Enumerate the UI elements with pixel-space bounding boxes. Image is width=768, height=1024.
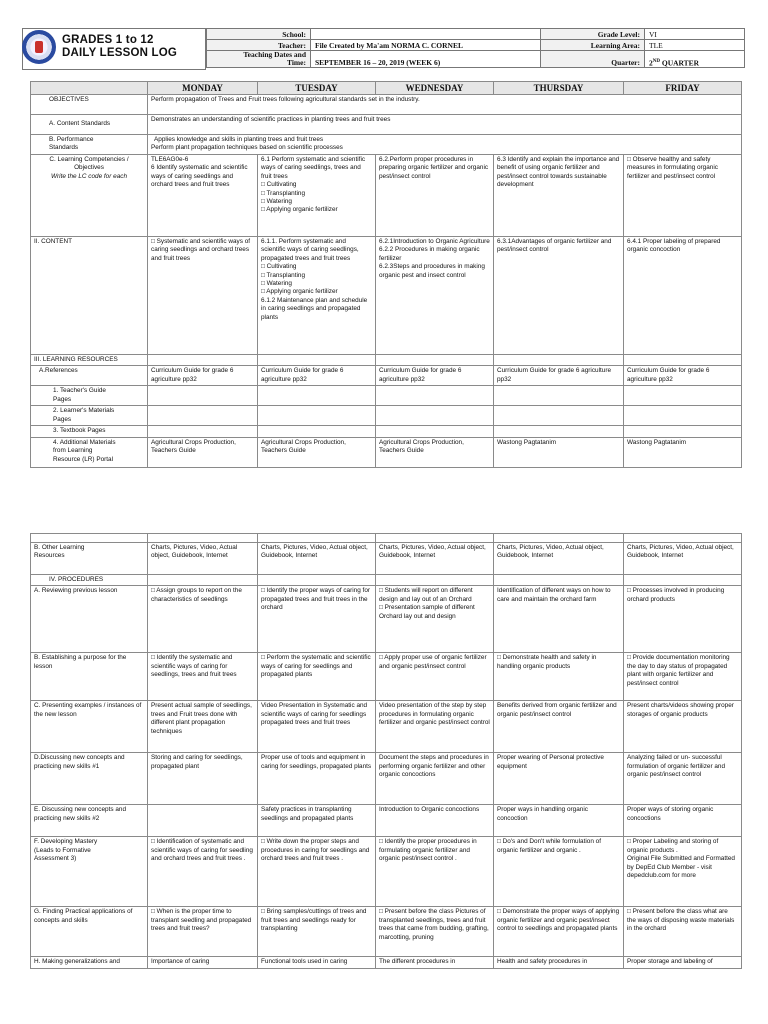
school-value [311,29,541,40]
procedure-g-monday: □ When is the proper time to transplant seedling and propagated trees and fruit trees? [148,907,258,957]
lesson-log-table-page1 [30,81,742,468]
performance-standards-text [148,135,742,155]
procedure-c-friday: Present charts/videos showing proper storages of organic products [624,701,742,753]
day-header-monday: MONDAY [148,82,258,95]
procedure-b-label: B. Establishing a purpose for the lesson [31,653,148,701]
procedures-blank-4 [494,575,624,586]
competency-friday: □ Observe healthy and safety measures in formulating organic fertilizer and pest/insect control [624,155,742,237]
references-wednesday: Curriculum Guide for grade 6 agriculture pp32 [376,366,494,386]
competency-thursday: 6.3 Identify and explain the importance and benefit of using organic fertilizer and pest/insect control towards sustainable development [494,155,624,237]
lm-thursday [494,406,624,426]
content-label: II. CONTENT [31,237,148,355]
learning-resources-label: III. LEARNING RESOURCES [31,355,148,366]
competency-wednesday: 6.2.Perform proper procedures in preparing organic fertilizer and organic pest/insect control [376,155,494,237]
procedure-b-monday: □ Identify the systematic and scientific ways of caring for seedlings, trees and fruit trees [148,653,258,701]
title-line-1: GRADES 1 to 12 [62,34,154,46]
teaching-dates-label-line1: Teaching Dates and [243,50,306,59]
resources-blank-3 [376,355,494,366]
grade-level-label: Grade Level: [541,29,645,40]
procedure-d-friday: Analyzing failed or un- successful formulation of organic fertilizer and organic pest/insect control [624,753,742,805]
content-friday: 6.4.1 Proper labeling of prepared organic concoction [624,237,742,355]
day-header-wednesday: WEDNESDAY [376,82,494,95]
procedures-blank-1 [148,575,258,586]
other-resources-wednesday: Charts, Pictures, Video, Actual object, Guidebook, Internet [376,543,494,575]
quarter-word: QUARTER [661,58,700,67]
grade-level-value: VI [645,29,745,40]
procedure-g-thursday: □ Demonstrate the proper ways of applying organic fertilizer and organic pest/insect control to seedlings and propagated plants [494,907,624,957]
procedure-g-label: G. Finding Practical applications of concepts and skills [31,907,148,957]
document-title [62,34,177,60]
procedure-a-tuesday: □ Identify the proper ways of caring for propagated trees and fruit trees in the orchard [258,586,376,653]
tb-wednesday [376,426,494,437]
procedure-g-tuesday: □ Bring samples/cuttings of trees and fruit trees and seedlings ready for transplanting [258,907,376,957]
procedure-h-wednesday: The different procedures in [376,957,494,968]
tb-tuesday [258,426,376,437]
teacher-label: Teacher: [207,40,311,51]
procedure-e-label: E. Discussing new concepts and practicing new skills #2 [31,805,148,837]
procedures-label: IV. PROCEDURES [31,575,148,586]
procedure-f-label: F. Developing Mastery (Leads to Formative Assessment 3) [31,837,148,907]
additional-tuesday: Agricultural Crops Production, Teachers Guide [258,437,376,467]
procedure-g-wednesday: □ Present before the class Pictures of transplanted seedlings, trees and fruit trees that came from budding, grafting, marcotting, pruning [376,907,494,957]
tg-thursday [494,386,624,406]
procedures-blank-3 [376,575,494,586]
resources-blank-1 [148,355,258,366]
content-thursday: 6.3.1Advantages of organic fertilizer and pest/insect control [494,237,624,355]
other-resources-thursday: Charts, Pictures, Video, Actual object, Guidebook, Internet [494,543,624,575]
performance-standard-2: Perform plant propagation techniques based on scientific processes [151,144,343,152]
content-monday: □ Systematic and scientific ways of caring seedlings and orchard trees and fruit trees [148,237,258,355]
other-resources-tuesday: Charts, Pictures, Video, Actual object, Guidebook, Internet [258,543,376,575]
procedure-d-tuesday: Proper use of tools and equipment in caring for seedlings, propagated plants [258,753,376,805]
learning-competencies-title: C. Learning Competencies / Objectives [49,156,129,172]
tg-monday [148,386,258,406]
procedure-g-friday: □ Present before the class what are the ways of disposing waste materials in the orchard [624,907,742,957]
quarter-suffix: ND [652,58,660,64]
learners-materials-label: 2. Learner's Materials Pages [31,406,148,426]
p2-top-blank-1 [148,534,258,543]
quarter-number: 2 [649,58,653,67]
procedure-f-friday: □ Proper Labeling and storing of organic products . Original File Submitted and Formatted by DepEd Club Member - visit depedclub.com for more [624,837,742,907]
procedure-a-label: A. Reviewing previous lesson [31,586,148,653]
procedure-h-label: H. Making generalizations and [31,957,148,968]
p2-top-blank-3 [376,534,494,543]
procedure-c-tuesday: Video Presentation in Systematic and scientific ways of caring for seedlings propagated trees and fruit trees [258,701,376,753]
tg-wednesday [376,386,494,406]
p2-top-blank-0 [31,534,148,543]
learning-competencies-subtitle: Write the LC code for each [50,172,127,180]
teaching-dates-label-line2: Time: [286,58,306,67]
procedure-e-wednesday: Introduction to Organic concoctions [376,805,494,837]
lm-tuesday [258,406,376,426]
p2-top-blank-5 [624,534,742,543]
procedure-f-monday: □ Identification of systematic and scientific ways of caring for seedling and orchard trees and fruit trees . [148,837,258,907]
other-resources-monday: Charts, Pictures, Video, Actual object, Guidebook, Internet [148,543,258,575]
competency-monday: TLE6AG0e-6 6 Identify systematic and scientific ways of caring seedlings and orchard trees and fruit trees [148,155,258,237]
references-label: A.References [31,366,148,386]
additional-friday: Wastong Pagtatanim [624,437,742,467]
textbook-pages-label: 3. Textbook Pages [31,426,148,437]
procedure-h-tuesday: Functional tools used in caring [258,957,376,968]
procedure-f-wednesday: □ Identify the proper procedures in formulating organic fertilizer and organic pest/insect control . [376,837,494,907]
procedure-d-label: D.Discussing new concepts and practicing new skills #1 [31,753,148,805]
teachers-guide-label: 1. Teacher's Guide Pages [31,386,148,406]
performance-standard-1: Applies knowledge and skills in planting trees and fruit trees [154,136,324,143]
procedure-c-monday: Present actual sample of seedlings, trees and Fruit trees done with different plant propagation techniques [148,701,258,753]
procedure-a-thursday: Identification of different ways on how to care and maintain the orchard farm [494,586,624,653]
resources-blank-4 [494,355,624,366]
corner-header-cell [31,82,148,95]
procedures-blank-5 [624,575,742,586]
procedure-d-thursday: Proper wearing of Personal protective equipment [494,753,624,805]
lesson-log-table-page2 [30,533,742,969]
procedure-e-thursday: Proper ways in handling organic concoction [494,805,624,837]
procedure-b-friday: □ Provide documentation monitoring the day to day status of propagated plant with organic fertilizer and pest/insect control [624,653,742,701]
procedure-b-tuesday: □ Perform the systematic and scientific ways of caring for seedlings and propagated plants [258,653,376,701]
day-header-thursday: THURSDAY [494,82,624,95]
content-wednesday: 6.2.1Introduction to Organic Agriculture 6.2.2 Procedures in making organic fertilizer 6.2.3Steps and procedures in making organic pest and insect control [376,237,494,355]
deped-seal-logo [22,30,56,64]
objectives-label: OBJECTIVES [31,95,148,115]
procedure-c-wednesday: Video presentation of the step by step procedures in formulating organic fertilizer and organic pest/insect control [376,701,494,753]
lm-friday [624,406,742,426]
additional-thursday: Wastong Pagtatanim [494,437,624,467]
procedure-d-wednesday: Document the steps and procedures in performing organic fertilizer and other organic concoctions [376,753,494,805]
p2-top-blank-2 [258,534,376,543]
procedure-f-tuesday: □ Write down the proper steps and procedures in caring for seedlings and orchard trees and fruit trees . [258,837,376,907]
p2-top-blank-4 [494,534,624,543]
performance-standards-label: B. Performance Standards [31,135,148,155]
procedure-c-label: C. Presenting examples / instances of the new lesson [31,701,148,753]
tg-friday [624,386,742,406]
lm-monday [148,406,258,426]
procedure-a-monday: □ Assign groups to report on the characteristics of seedlings [148,586,258,653]
procedure-e-tuesday: Safety practices in transplanting seedlings and propagated plants [258,805,376,837]
tg-tuesday [258,386,376,406]
procedure-e-friday: Proper ways of storing organic concoctions [624,805,742,837]
procedure-h-friday: Proper storage and labeling of [624,957,742,968]
header-info-table [206,28,745,68]
tb-monday [148,426,258,437]
other-resources-label: B. Other Learning Resources [31,543,148,575]
other-resources-friday: Charts, Pictures, Video, Actual object, Guidebook, Internet [624,543,742,575]
resources-blank-2 [258,355,376,366]
procedure-b-wednesday: □ Apply proper use of organic fertilizer and organic pest/insect control [376,653,494,701]
teacher-value: File Created by Ma'am NORMA C. CORNEL [311,40,541,51]
teaching-dates-value: SEPTEMBER 16 – 20, 2019 (WEEK 6) [311,51,541,68]
content-standards-label: A. Content Standards [31,115,148,135]
additional-monday: Agricultural Crops Production, Teachers Guide [148,437,258,467]
learning-competencies-label [31,155,148,237]
procedure-a-friday: □ Processes involved in producing orchard products [624,586,742,653]
resources-blank-5 [624,355,742,366]
day-header-tuesday: TUESDAY [258,82,376,95]
title-line-2: DAILY LESSON LOG [62,47,178,59]
quarter-value [645,51,745,68]
procedure-c-thursday: Benefits derived from organic fertilizer and organic pest/insect control [494,701,624,753]
teaching-dates-label [207,51,311,68]
learning-area-value: TLE [645,40,745,51]
procedure-f-thursday: □ Do's and Don't while formulation of organic fertilizer and organic . [494,837,624,907]
procedure-h-thursday: Health and safety procedures in [494,957,624,968]
objectives-text: Perform propagation of Trees and Fruit trees following agricultural standards set in the industry. [148,95,742,115]
content-standards-text: Demonstrates an understanding of scientific practices in planting trees and fruit trees [148,115,742,135]
content-tuesday: 6.1.1. Perform systematic and scientific ways of caring seedlings, propagated trees and fruit trees □ Cultivating □ Transplanting □ Watering □ Applying organic fertilizer 6.1.2 Maintenance plan and schedule in caring seedlings and propagated plants [258,237,376,355]
competency-tuesday: 6.1 Perform systematic and scientific ways of caring seedlings, trees and fruit trees □ Cultivating □ Transplanting □ Watering □ Applying organic fertilizer [258,155,376,237]
procedures-blank-2 [258,575,376,586]
procedure-b-thursday: □ Demonstrate health and safety in handling organic products [494,653,624,701]
lm-wednesday [376,406,494,426]
additional-materials-label: 4. Additional Materials from Learning Resource (LR) Portal [31,437,148,467]
procedure-d-monday: Storing and caring for seedlings, propagated plant [148,753,258,805]
quarter-label: Quarter: [541,51,645,68]
procedure-a-wednesday: □ Students will report on different design and lay out of an Orchard □ Presentation sample of different Orchard lay out and design [376,586,494,653]
day-header-friday: FRIDAY [624,82,742,95]
references-tuesday: Curriculum Guide for grade 6 agriculture pp32 [258,366,376,386]
references-friday: Curriculum Guide for grade 6 agriculture pp32 [624,366,742,386]
school-label: School: [207,29,311,40]
tb-friday [624,426,742,437]
procedure-e-monday [148,805,258,837]
tb-thursday [494,426,624,437]
references-monday: Curriculum Guide for grade 6 agriculture pp32 [148,366,258,386]
learning-area-label: Learning Area: [541,40,645,51]
additional-wednesday: Agricultural Crops Production, Teachers Guide [376,437,494,467]
procedure-h-monday: Importance of caring [148,957,258,968]
references-thursday: Curriculum Guide for grade 6 agriculture pp32 [494,366,624,386]
